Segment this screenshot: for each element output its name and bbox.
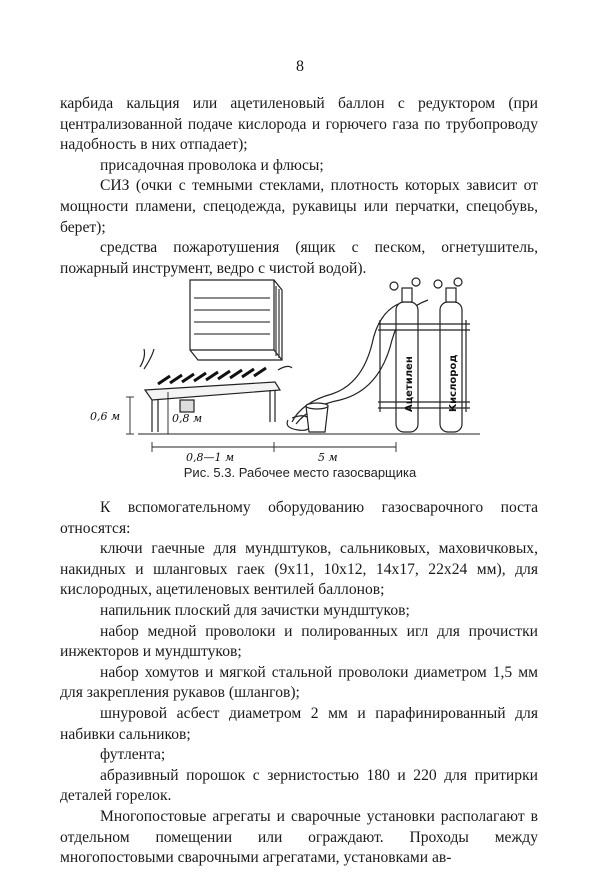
bottom-text xyxy=(60,498,538,869)
paragraph: СИЗ (очки с темными стеклами, плотность которых зависит от мощности пламени, спецодежда, рукавицы или перчатки, спецобувь, берет); xyxy=(60,177,538,236)
figure-caption: Рис. 5.3. Рабочее место газосварщика xyxy=(183,465,417,480)
paragraph: набор медной проволоки и полированных игл для прочистки инжекторов и мундштуков; xyxy=(60,622,538,661)
oxygen-label: Кислород xyxy=(448,354,459,412)
table-height-label: 0,6 м xyxy=(90,410,121,423)
paragraph: футлента; xyxy=(100,746,166,764)
paragraph: Многопостовые агрегаты и сварочные установки располагают в отдельном помещении или ограждают. Проходы между многопостовыми сварочными агрегатами, установками ав- xyxy=(60,807,538,867)
paragraph: ключи гаечные для мундштуков, сальниковых, маховичковых, накидных и шланговых гаек (9х11, 10х12, 14х17, 22х24 мм), для кислородных, ацетиленовых вентилей баллонов; xyxy=(60,540,538,599)
paragraph: присадочная проволока и флюсы; xyxy=(100,156,324,174)
paragraph: абразивный порошок с зернистостью 180 и 220 для притирки деталей горелок. xyxy=(60,766,538,805)
table-width-label: 0,8—1 м xyxy=(186,451,235,462)
paragraph: напильник плоский для зачистки мундштуков; xyxy=(100,601,410,619)
paragraph: средства пожаротушения (ящик с песком, огнетушитель, пожарный инструмент, ведро с чистой водой). xyxy=(60,239,538,277)
paragraph: К вспомогательному оборудованию газосварочного поста относятся: xyxy=(60,499,538,537)
exhaust-hood xyxy=(190,280,282,360)
top-text xyxy=(60,94,538,279)
welding-station-drawing xyxy=(60,272,540,462)
distance-label: 5 м xyxy=(318,451,338,462)
shield-height-label: 0,8 м xyxy=(172,412,203,425)
dimension-lines xyxy=(126,392,396,452)
paragraph: карбида кальция или ацетиленовый баллон с редуктором (при централизованной подаче кислорода и горючего газа по трубопроводу надобность в них отпадает); xyxy=(60,95,538,154)
acetylene-label: Ацетилен xyxy=(404,356,415,412)
water-bucket xyxy=(306,403,328,432)
page-number: 8 xyxy=(296,58,304,75)
welding-station-figure xyxy=(60,272,540,462)
welding-table xyxy=(140,349,292,432)
paragraph: шнуровой асбест диаметром 2 мм и парафинированный для набивки сальников; xyxy=(60,704,538,743)
paragraph: набор хомутов и мягкой стальной проволоки диаметром 1,5 мм для закрепления рукавов (шлангов); xyxy=(60,663,538,702)
